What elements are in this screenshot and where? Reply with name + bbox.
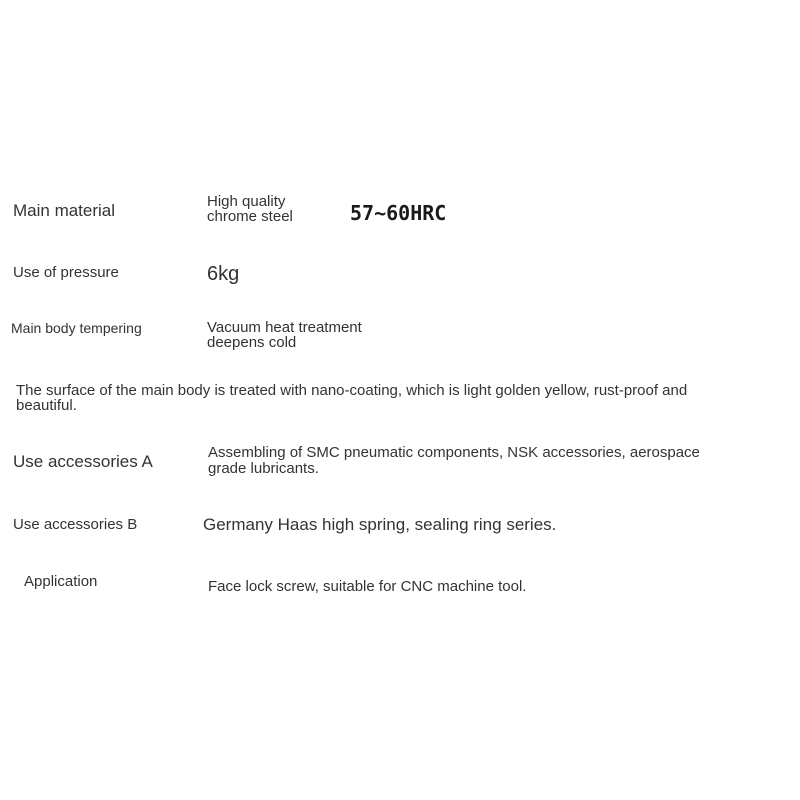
surface-description-line1: The surface of the main body is treated with nano-coating, which is light golden yellow, rust-proof and (16, 382, 688, 399)
main-material-label: Main material (13, 201, 116, 220)
accessories-b-label: Use accessories B (13, 516, 138, 533)
pressure-value: 6kg (207, 263, 240, 285)
accessories-a-value-line1: Assembling of SMC pneumatic components, NSK accessories, aerospace (208, 444, 700, 461)
accessories-a-value-line2: grade lubricants. (208, 460, 319, 477)
pressure-label: Use of pressure (13, 264, 119, 281)
hardness-value: 57~60HRC (350, 201, 447, 225)
tempering-label: Main body tempering (11, 320, 142, 336)
tempering-value-line2: deepens cold (207, 334, 297, 351)
main-material-value-line1: High quality (207, 193, 286, 210)
application-value: Face lock screw, suitable for CNC machine tool. (208, 578, 527, 595)
accessories-a-label: Use accessories A (13, 452, 153, 471)
surface-description-line2: beautiful. (16, 397, 77, 414)
tempering-value-line1: Vacuum heat treatment (207, 319, 362, 336)
accessories-b-value: Germany Haas high spring, sealing ring series. (203, 515, 557, 534)
main-material-value-line2: chrome steel (207, 208, 293, 225)
application-label: Application (24, 573, 98, 590)
